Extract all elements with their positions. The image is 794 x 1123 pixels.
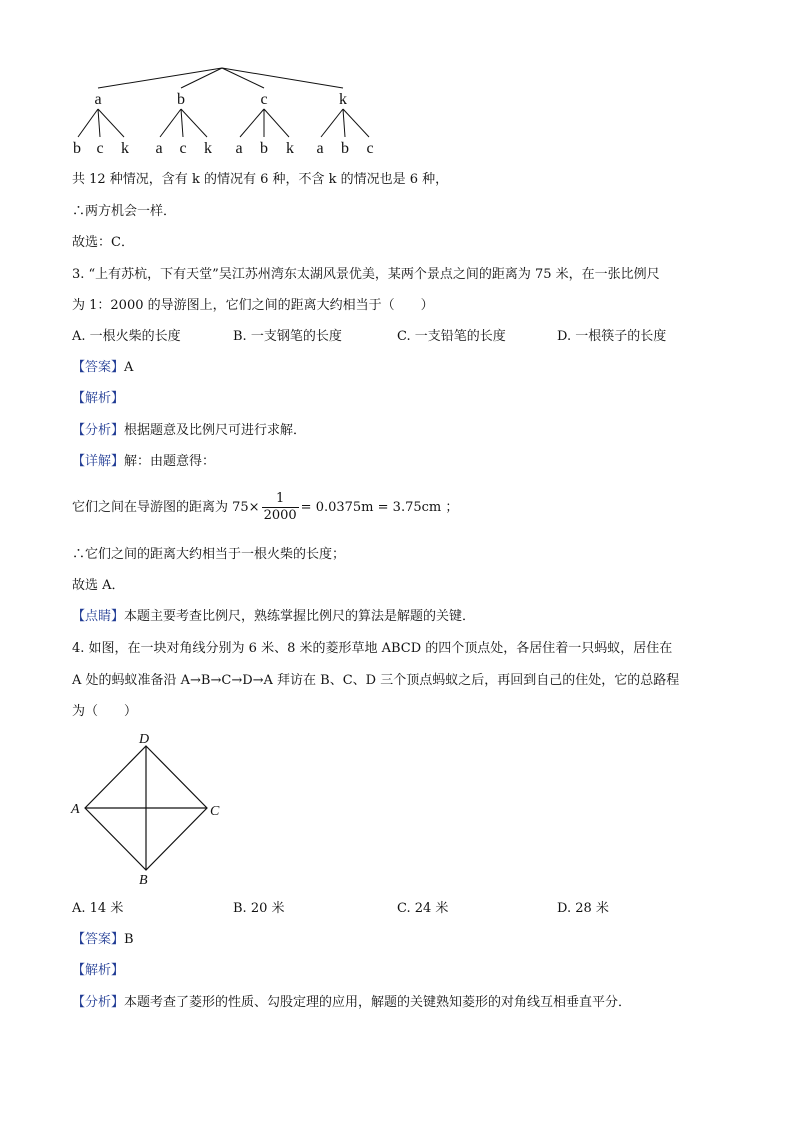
q4-option-c: C. 24 米 xyxy=(397,901,449,916)
tree-node-l2-1-2: k xyxy=(204,140,212,157)
q3-jiexi-tag: 【解析】 xyxy=(72,391,125,406)
rhombus-label-c: C xyxy=(210,804,220,819)
tree-node-l2-2-1: b xyxy=(260,140,268,157)
q3-dianjing-tag: 【点睛】 xyxy=(72,609,125,624)
q3-fenxi xyxy=(72,422,306,440)
rhombus-figure xyxy=(0,728,794,888)
q2-conclusion: ∴两方机会一样． xyxy=(72,204,177,219)
tree-node-l2-2-0: a xyxy=(235,140,243,157)
q3-stem-line2: 为 1：2000 的导游图上，它们之间的距离大约相当于（ ） xyxy=(72,298,434,313)
q3-xiangjie-text: 解：由题意得： xyxy=(124,454,216,469)
q3-option-b: B. 一支钢笔的长度 xyxy=(233,329,342,344)
q4-fenxi-text: 本题考查了菱形的性质、勾股定理的应用，解题的关键熟知菱形的对角线互相垂直平分． xyxy=(124,995,632,1010)
q3-formula-denominator: 2000 xyxy=(263,508,297,523)
tree-diagram xyxy=(0,0,794,170)
tree-node-l2-3-0: a xyxy=(316,140,324,157)
tree-node-l1-3: k xyxy=(339,91,347,108)
q3-choice: 故选 A． xyxy=(72,578,125,593)
tree-node-l2-3-2: c xyxy=(366,140,374,157)
tree-node-l2-2-2: k xyxy=(286,140,294,157)
q3-answer-tag: 【答案】 xyxy=(72,360,125,375)
q4-answer xyxy=(72,931,134,949)
q3-formula xyxy=(72,490,458,526)
q4-answer-tag: 【答案】 xyxy=(72,932,125,947)
q3-stem-line1: 3. “上有苏杭，下有天堂”吴江苏州湾东太湖风景优美，某两个景点之间的距离为 75 米，在一张比例尺 xyxy=(72,267,660,282)
rhombus-label-d: D xyxy=(139,732,150,747)
rhombus-label-b: B xyxy=(139,873,148,888)
q3-xiangjie xyxy=(72,453,215,471)
q4-stem-line2: A 处的蚂蚁准备沿 A→B→C→D→A 拜访在 B、C、D 三个顶点蚂蚁之后，再回到自己的住处，它的总路程 xyxy=(72,673,680,688)
q3-fenxi-tag: 【分析】 xyxy=(72,423,125,438)
rhombus-label-a: A xyxy=(71,802,80,817)
q2-choice: 故选：C． xyxy=(72,235,134,250)
q4-fenxi xyxy=(72,994,631,1012)
q3-option-d: D. 一根筷子的长度 xyxy=(557,329,667,344)
q4-jiexi xyxy=(72,962,124,980)
q4-fenxi-tag: 【分析】 xyxy=(72,995,125,1010)
q4-option-a: A. 14 米 xyxy=(72,901,124,916)
tree-node-l2-0-2: k xyxy=(121,140,129,157)
tree-node-l2-0-0: b xyxy=(73,140,81,157)
tree-node-l2-1-1: c xyxy=(179,140,187,157)
q4-jiexi-tag: 【解析】 xyxy=(72,963,125,978)
q4-stem-line3: 为（ ） xyxy=(72,704,138,719)
q3-formula-fraction xyxy=(262,491,299,524)
q3-dianjing xyxy=(72,608,475,626)
tree-node-l1-1: b xyxy=(177,91,185,108)
tree-node-l2-0-1: c xyxy=(96,140,104,157)
q3-conclusion: ∴它们之间的距离大约相当于一根火柴的长度； xyxy=(72,547,346,562)
tree-node-l2-1-0: a xyxy=(155,140,163,157)
q3-fenxi-text: 根据题意及比例尺可进行求解． xyxy=(124,423,307,438)
q4-option-b: B. 20 米 xyxy=(233,901,285,916)
tree-node-l1-2: c xyxy=(260,91,268,108)
q3-formula-numerator: 1 xyxy=(262,491,299,508)
q3-formula-prefix: 它们之间在导游图的距离为 75× xyxy=(72,500,260,515)
q4-option-d: D. 28 米 xyxy=(557,901,609,916)
q3-xiangjie-tag: 【详解】 xyxy=(72,454,125,469)
q3-option-c: C. 一支铅笔的长度 xyxy=(397,329,506,344)
tree-node-l1-0: a xyxy=(94,91,102,108)
tree-node-l2-3-1: b xyxy=(341,140,349,157)
q3-dianjing-text: 本题主要考查比例尺，熟练掌握比例尺的算法是解题的关键． xyxy=(124,609,476,624)
q3-formula-suffix: = 0.0375m = 3.75cm ； xyxy=(300,500,459,515)
q4-stem-line1: 4. 如图，在一块对角线分别为 6 米、8 米的菱形草地 ABCD 的四个顶点处，各居住着一只蚂蚁，居住在 xyxy=(72,641,673,656)
q4-answer-value: B xyxy=(124,932,134,947)
q3-jiexi xyxy=(72,390,124,408)
q3-answer xyxy=(72,359,133,377)
q3-answer-value: A xyxy=(124,360,134,375)
q3-option-a: A. 一根火柴的长度 xyxy=(72,329,181,344)
q2-summary: 共 12 种情况，含有 k 的情况有 6 种，不含 k 的情况也是 6 种， xyxy=(72,172,449,187)
